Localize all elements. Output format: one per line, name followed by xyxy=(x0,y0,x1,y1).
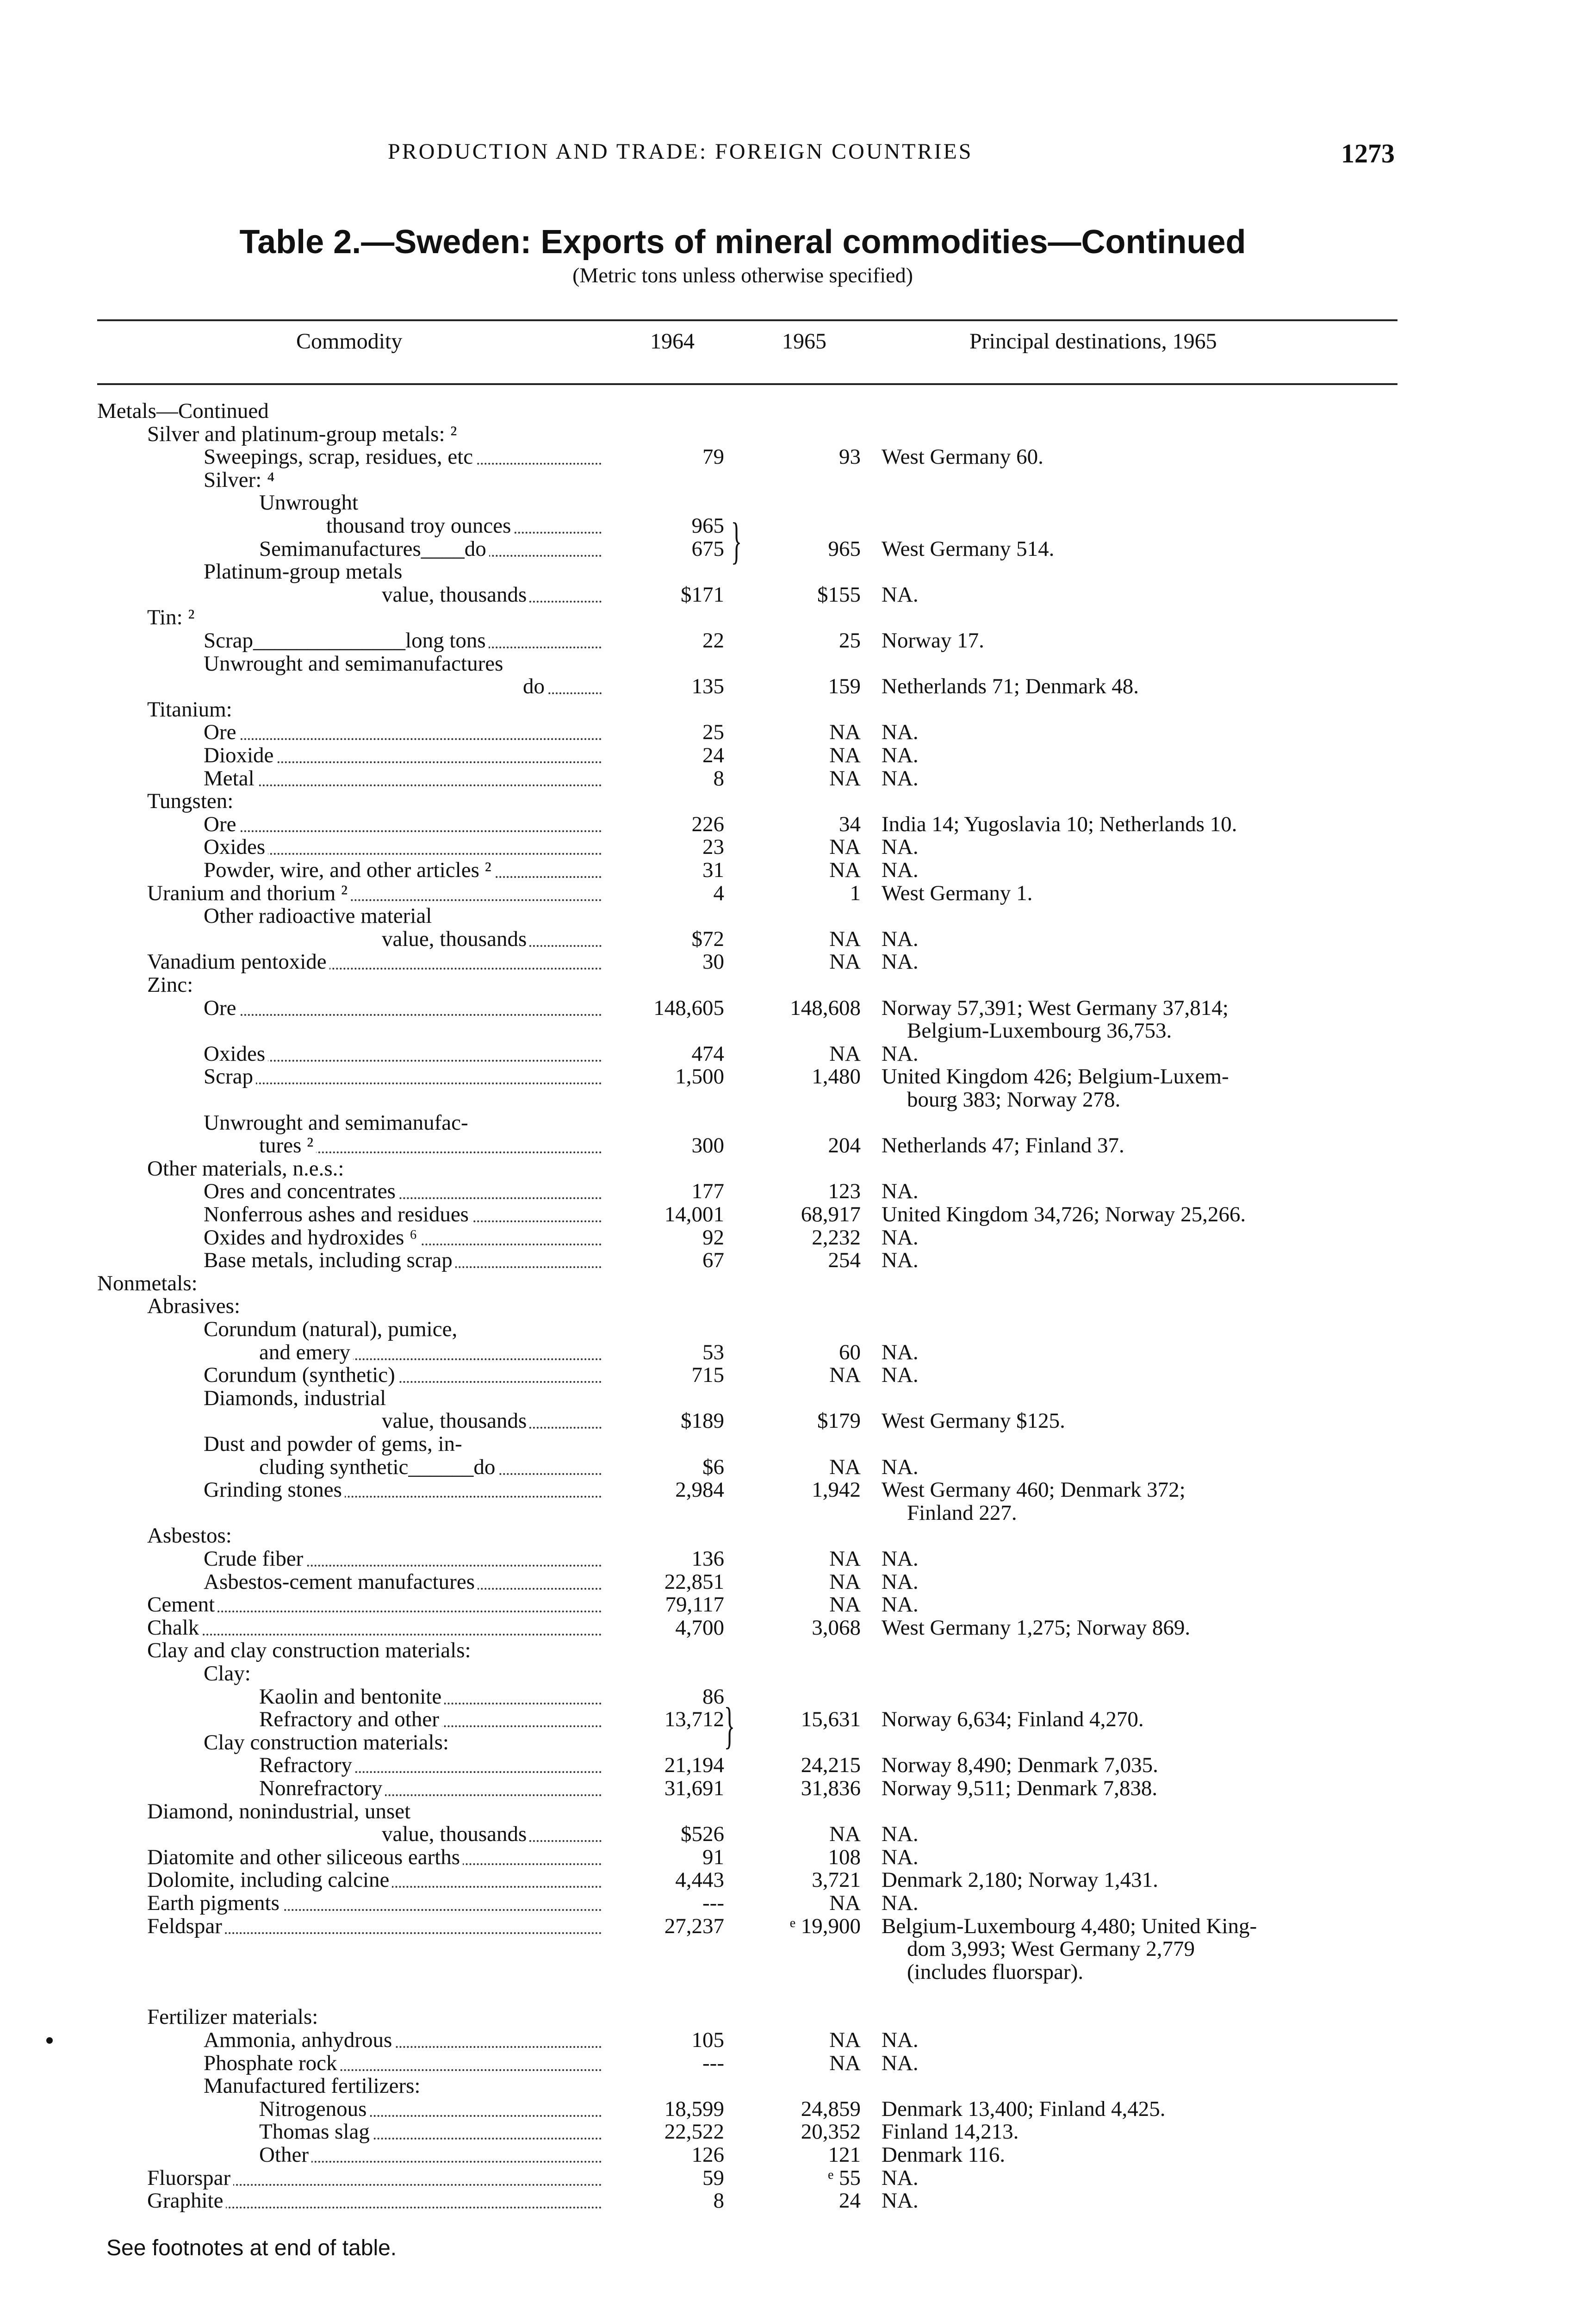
value-1965: $155 xyxy=(817,582,861,607)
commodity-label: Feldspar xyxy=(147,1916,225,1937)
commodity-label: Nitrogenous xyxy=(259,2098,369,2120)
value-1964: 8 xyxy=(713,2189,724,2213)
value-1965: 965 xyxy=(828,536,861,561)
commodity-label: Tungsten: xyxy=(147,790,236,812)
destinations: NA. xyxy=(882,1363,919,1387)
commodity-label: Cement xyxy=(147,1594,217,1616)
commodity-label: Ammonia, anhydrous xyxy=(204,2029,395,2051)
commodity-label: Fluorspar xyxy=(147,2167,233,2189)
commodity-label: Dust and powder of gems, in- xyxy=(204,1433,465,1455)
value-1964: 18,599 xyxy=(664,2096,724,2121)
commodity-label: Zinc: xyxy=(147,974,196,996)
value-1964: --- xyxy=(702,1891,724,1915)
commodity-label: do xyxy=(523,676,547,697)
destinations: Netherlands 47; Finland 37. xyxy=(882,1133,1124,1158)
value-1964: 22,851 xyxy=(664,1569,724,1594)
destinations: Norway 8,490; Denmark 7,035. xyxy=(882,1753,1158,1778)
commodity-label: Ore xyxy=(204,814,239,835)
destinations: Finland 14,213. xyxy=(882,2120,1019,2144)
commodity-label: Phosphate rock xyxy=(204,2053,340,2074)
commodity-label: and emery xyxy=(259,1342,353,1363)
value-1964: $526 xyxy=(681,1822,724,1847)
value-1965: NA xyxy=(829,858,861,882)
top-rule xyxy=(97,319,1397,321)
commodity-label: Semimanufactures____do xyxy=(259,538,489,560)
destinations: NA. xyxy=(882,1845,919,1869)
destinations: NA. xyxy=(882,835,919,859)
commodity-label: Manufactured fertilizers: xyxy=(204,2075,423,2097)
value-1965: 108 xyxy=(828,1845,861,1869)
column-header-1964: 1964 xyxy=(650,329,695,354)
commodity-label: Diatomite and other siliceous earths xyxy=(147,1847,463,1868)
destinations: NA. xyxy=(882,2189,919,2213)
value-1964: 86 xyxy=(702,1684,724,1709)
value-1964: $189 xyxy=(681,1409,724,1433)
commodity-label: cluding synthetic______do xyxy=(259,1456,498,1478)
commodity-label: Clay and clay construction materials: xyxy=(147,1640,474,1661)
value-1964: 27,237 xyxy=(664,1914,724,1938)
destinations: NA. xyxy=(882,1592,919,1617)
value-1965: NA xyxy=(829,1569,861,1594)
commodity-label: Titanium: xyxy=(147,699,235,721)
commodity-label: Uranium and thorium ² xyxy=(147,883,350,904)
dot-leader xyxy=(204,738,602,740)
value-1964: 4,443 xyxy=(675,1868,724,1892)
destinations: Netherlands 71; Denmark 48. xyxy=(882,674,1139,699)
destinations: Denmark 116. xyxy=(882,2143,1006,2167)
commodity-label: Base metals, including scrap xyxy=(204,1250,455,1271)
page-number: 1273 xyxy=(1341,138,1395,168)
destinations: NA. xyxy=(882,1891,919,1915)
value-1964: --- xyxy=(702,2051,724,2075)
commodity-label: Asbestos-cement manufactures xyxy=(204,1571,478,1593)
commodity-label: Nonmetals: xyxy=(97,1273,200,1294)
destinations: United Kingdom 34,726; Norway 25,266. xyxy=(882,1202,1246,1226)
value-1965: ᵉ 19,900 xyxy=(789,1914,861,1938)
footnote: See footnotes at end of table. xyxy=(106,2236,397,2260)
dot-leader xyxy=(204,1014,602,1016)
value-1965: 20,352 xyxy=(801,2120,861,2144)
value-1964: 8 xyxy=(713,766,724,790)
margin-dot xyxy=(46,2037,53,2044)
commodity-label: value, thousands xyxy=(382,584,529,606)
value-1964: $72 xyxy=(691,927,724,951)
value-1964: 23 xyxy=(702,835,724,859)
commodity-label: Oxides and hydroxides ⁶ xyxy=(204,1227,420,1249)
value-1964: 4 xyxy=(713,881,724,905)
commodity-label: Kaolin and bentonite xyxy=(259,1686,444,1708)
value-1964: 22,522 xyxy=(664,2120,724,2144)
commodity-label: value, thousands xyxy=(382,1410,529,1432)
destinations: Finland 227. xyxy=(907,1500,1017,1525)
commodity-label: Oxides xyxy=(204,1043,268,1065)
commodity-label: Powder, wire, and other articles ² xyxy=(204,859,494,881)
destinations: Denmark 13,400; Finland 4,425. xyxy=(882,2096,1166,2121)
destinations: NA. xyxy=(882,720,919,745)
dot-leader xyxy=(204,830,602,832)
destinations: NA. xyxy=(882,1041,919,1066)
destinations: West Germany 514. xyxy=(882,536,1055,561)
value-1964: 31 xyxy=(702,858,724,882)
column-header-destinations: Principal destinations, 1965 xyxy=(969,329,1217,354)
destinations: NA. xyxy=(882,2051,919,2075)
commodity-label: Unwrought and semimanufactures xyxy=(204,653,506,675)
commodity-label: Unwrought xyxy=(259,492,361,514)
destinations: West Germany $125. xyxy=(882,1409,1065,1433)
value-1964: 30 xyxy=(702,950,724,974)
value-1965: NA xyxy=(829,720,861,745)
value-1965: $179 xyxy=(817,1409,861,1433)
commodity-label: Diamond, nonindustrial, unset xyxy=(147,1801,413,1823)
brace-clay: } xyxy=(724,1697,735,1754)
value-1964: 59 xyxy=(702,2165,724,2190)
value-1964: 13,712 xyxy=(664,1707,724,1732)
value-1965: 15,631 xyxy=(801,1707,861,1732)
destinations: NA. xyxy=(882,1822,919,1847)
commodity-label: Scrap xyxy=(204,1066,256,1088)
value-1965: NA xyxy=(829,766,861,790)
value-1965: 60 xyxy=(839,1340,861,1364)
value-1965: 1,942 xyxy=(812,1478,861,1502)
commodity-label: Platinum-group metals xyxy=(204,561,405,583)
value-1964: 675 xyxy=(691,536,724,561)
commodity-label: Grinding stones xyxy=(204,1479,345,1501)
value-1964: 21,194 xyxy=(664,1753,724,1778)
destinations: Belgium-Luxembourg 36,753. xyxy=(907,1019,1172,1043)
value-1964: 14,001 xyxy=(664,1202,724,1226)
value-1964: 715 xyxy=(691,1363,724,1387)
commodity-label: Scrap______________long tons xyxy=(204,630,489,652)
commodity-label: Corundum (natural), pumice, xyxy=(204,1319,460,1340)
commodity-label: Unwrought and semimanufac- xyxy=(204,1112,471,1134)
value-1964: 126 xyxy=(691,2143,724,2167)
value-1965: 68,917 xyxy=(801,1202,861,1226)
commodity-label: value, thousands xyxy=(382,1823,529,1845)
destinations: West Germany 460; Denmark 372; xyxy=(882,1478,1186,1502)
commodity-label: Graphite xyxy=(147,2190,226,2212)
value-1964: 79,117 xyxy=(665,1592,724,1617)
destinations: NA. xyxy=(882,1340,919,1364)
value-1965: 254 xyxy=(828,1248,861,1273)
value-1965: 93 xyxy=(839,445,861,469)
value-1965: 121 xyxy=(828,2143,861,2167)
destinations: West Germany 60. xyxy=(882,445,1043,469)
commodity-label: Dioxide xyxy=(204,745,276,766)
destinations: West Germany 1,275; Norway 869. xyxy=(882,1615,1191,1640)
value-1964: 91 xyxy=(702,1845,724,1869)
commodity-label: Fertilizer materials: xyxy=(147,2006,321,2028)
commodity-label: Crude fiber xyxy=(204,1548,306,1570)
commodity-label: Nonrefractory xyxy=(259,1778,385,1799)
value-1965: 31,836 xyxy=(801,1776,861,1800)
commodity-label: Thomas slag xyxy=(259,2121,373,2143)
value-1965: NA xyxy=(829,2051,861,2075)
value-1965: 1 xyxy=(850,881,861,905)
value-1965: NA xyxy=(829,2028,861,2052)
value-1965: NA xyxy=(829,743,861,767)
commodity-label: Other materials, n.e.s.: xyxy=(147,1158,347,1180)
value-1965: 2,232 xyxy=(812,1225,861,1250)
dot-leader xyxy=(204,784,602,786)
commodity-label: tures ² xyxy=(259,1135,316,1157)
value-1964: 965 xyxy=(691,514,724,538)
value-1965: 25 xyxy=(839,628,861,653)
value-1964: 226 xyxy=(691,812,724,836)
value-1965: ᵉ 55 xyxy=(828,2165,861,2190)
destinations: (includes fluorspar). xyxy=(907,1959,1084,1984)
value-1964: 2,984 xyxy=(675,1478,724,1502)
commodity-label: Diamonds, industrial xyxy=(204,1387,389,1409)
destinations: NA. xyxy=(882,766,919,790)
commodity-label: Clay: xyxy=(204,1663,254,1685)
value-1965: NA xyxy=(829,1891,861,1915)
value-1964: 67 xyxy=(702,1248,724,1273)
value-1965: 24 xyxy=(839,2189,861,2213)
value-1964: $171 xyxy=(681,582,724,607)
destinations: dom 3,993; West Germany 2,779 xyxy=(907,1937,1195,1961)
commodity-label: Tin: ² xyxy=(147,607,198,628)
value-1965: NA xyxy=(829,1455,861,1479)
commodity-label: Abrasives: xyxy=(147,1295,243,1317)
destinations: Norway 6,634; Finland 4,270. xyxy=(882,1707,1144,1732)
commodity-label: Nonferrous ashes and residues xyxy=(204,1204,472,1225)
value-1964: 92 xyxy=(702,1225,724,1250)
destinations: NA. xyxy=(882,1547,919,1571)
commodity-label: Silver and platinum-group metals: ² xyxy=(147,423,460,445)
destinations: NA. xyxy=(882,1179,919,1204)
value-1964: 105 xyxy=(691,2028,724,2052)
destinations: United Kingdom 426; Belgium-Luxem- xyxy=(882,1064,1229,1089)
commodity-label: Ores and concentrates xyxy=(204,1181,398,1202)
header-rule xyxy=(97,383,1397,385)
table-title: Table 2.—Sweden: Exports of mineral commodities—Continued xyxy=(239,224,1246,261)
destinations: Norway 9,511; Denmark 7,838. xyxy=(882,1776,1158,1800)
value-1965: NA xyxy=(829,1592,861,1617)
destinations: Denmark 2,180; Norway 1,431. xyxy=(882,1868,1158,1892)
value-1964: 136 xyxy=(691,1547,724,1571)
value-1965: NA xyxy=(829,927,861,951)
value-1965: NA xyxy=(829,1822,861,1847)
value-1965: 1,480 xyxy=(812,1064,861,1089)
commodity-label: Clay construction materials: xyxy=(204,1732,452,1754)
value-1964: 4,700 xyxy=(675,1615,724,1640)
brace-silver: } xyxy=(731,512,742,569)
destinations: India 14; Yugoslavia 10; Netherlands 10. xyxy=(882,812,1237,836)
value-1964: 53 xyxy=(702,1340,724,1364)
destinations: NA. xyxy=(882,743,919,767)
commodity-label: thousand troy ounces xyxy=(326,515,514,537)
value-1965: 123 xyxy=(828,1179,861,1204)
value-1964: 148,605 xyxy=(653,995,724,1020)
value-1964: 79 xyxy=(702,445,724,469)
column-header-commodity: Commodity xyxy=(296,329,403,354)
commodity-label: Ore xyxy=(204,722,239,743)
commodity-label: Other xyxy=(259,2144,311,2166)
value-1965: 3,068 xyxy=(812,1615,861,1640)
value-1965: NA xyxy=(829,1041,861,1066)
destinations: bourg 383; Norway 278. xyxy=(907,1088,1121,1112)
commodity-label: Corundum (synthetic) xyxy=(204,1364,398,1386)
commodity-label: Asbestos: xyxy=(147,1525,235,1547)
commodity-label: Metal xyxy=(204,768,257,790)
value-1965: 148,608 xyxy=(790,995,861,1020)
commodity-label: Refractory and other xyxy=(259,1709,442,1730)
commodity-label: Oxides xyxy=(204,836,268,858)
destinations: Norway 57,391; West Germany 37,814; xyxy=(882,995,1229,1020)
destinations: NA. xyxy=(882,582,919,607)
destinations: NA. xyxy=(882,1248,919,1273)
value-1965: 204 xyxy=(828,1133,861,1158)
value-1965: NA xyxy=(829,835,861,859)
value-1964: 25 xyxy=(702,720,724,745)
value-1965: 34 xyxy=(839,812,861,836)
commodity-label: Other radioactive material xyxy=(204,905,435,927)
destinations: NA. xyxy=(882,1225,919,1250)
value-1964: 22 xyxy=(702,628,724,653)
commodity-label: Metals—Continued xyxy=(97,400,272,422)
commodity-label: Chalk xyxy=(147,1617,202,1639)
value-1964: 474 xyxy=(691,1041,724,1066)
value-1965: NA xyxy=(829,1547,861,1571)
destinations: NA. xyxy=(882,2028,919,2052)
destinations: NA. xyxy=(882,927,919,951)
commodity-label: Silver: ⁴ xyxy=(204,469,277,491)
commodity-label: Earth pigments xyxy=(147,1892,282,1914)
destinations: Belgium-Luxembourg 4,480; United King- xyxy=(882,1914,1257,1938)
value-1964: 135 xyxy=(691,674,724,699)
destinations: NA. xyxy=(882,858,919,882)
dot-leader xyxy=(147,1634,602,1636)
destinations: Norway 17. xyxy=(882,628,984,653)
commodity-label: value, thousands xyxy=(382,928,529,950)
value-1964: 31,691 xyxy=(664,1776,724,1800)
destinations: NA. xyxy=(882,1455,919,1479)
commodity-label: Ore xyxy=(204,997,239,1019)
value-1964: 300 xyxy=(691,1133,724,1158)
destinations: NA. xyxy=(882,1569,919,1594)
value-1965: 3,721 xyxy=(812,1868,861,1892)
commodity-label: Sweepings, scrap, residues, etc xyxy=(204,446,476,468)
value-1965: NA xyxy=(829,950,861,974)
destinations: NA. xyxy=(882,2165,919,2190)
value-1965: 159 xyxy=(828,674,861,699)
value-1965: NA xyxy=(829,1363,861,1387)
destinations: West Germany 1. xyxy=(882,881,1033,905)
running-title: PRODUCTION AND TRADE: FOREIGN COUNTRIES xyxy=(388,139,973,164)
value-1965: 24,215 xyxy=(801,1753,861,1778)
commodity-label: Vanadium pentoxide xyxy=(147,951,329,973)
value-1964: 177 xyxy=(691,1179,724,1204)
dot-leader xyxy=(204,1082,602,1084)
value-1964: 1,500 xyxy=(675,1064,724,1089)
column-header-1965: 1965 xyxy=(782,329,826,354)
table-subtitle: (Metric tons unless otherwise specified) xyxy=(572,263,913,287)
commodity-label: Refractory xyxy=(259,1754,355,1776)
destinations: NA. xyxy=(882,950,919,974)
value-1964: $6 xyxy=(702,1455,724,1479)
commodity-label: Dolomite, including calcine xyxy=(147,1869,392,1891)
value-1964: 24 xyxy=(702,743,724,767)
value-1965: 24,859 xyxy=(801,2096,861,2121)
